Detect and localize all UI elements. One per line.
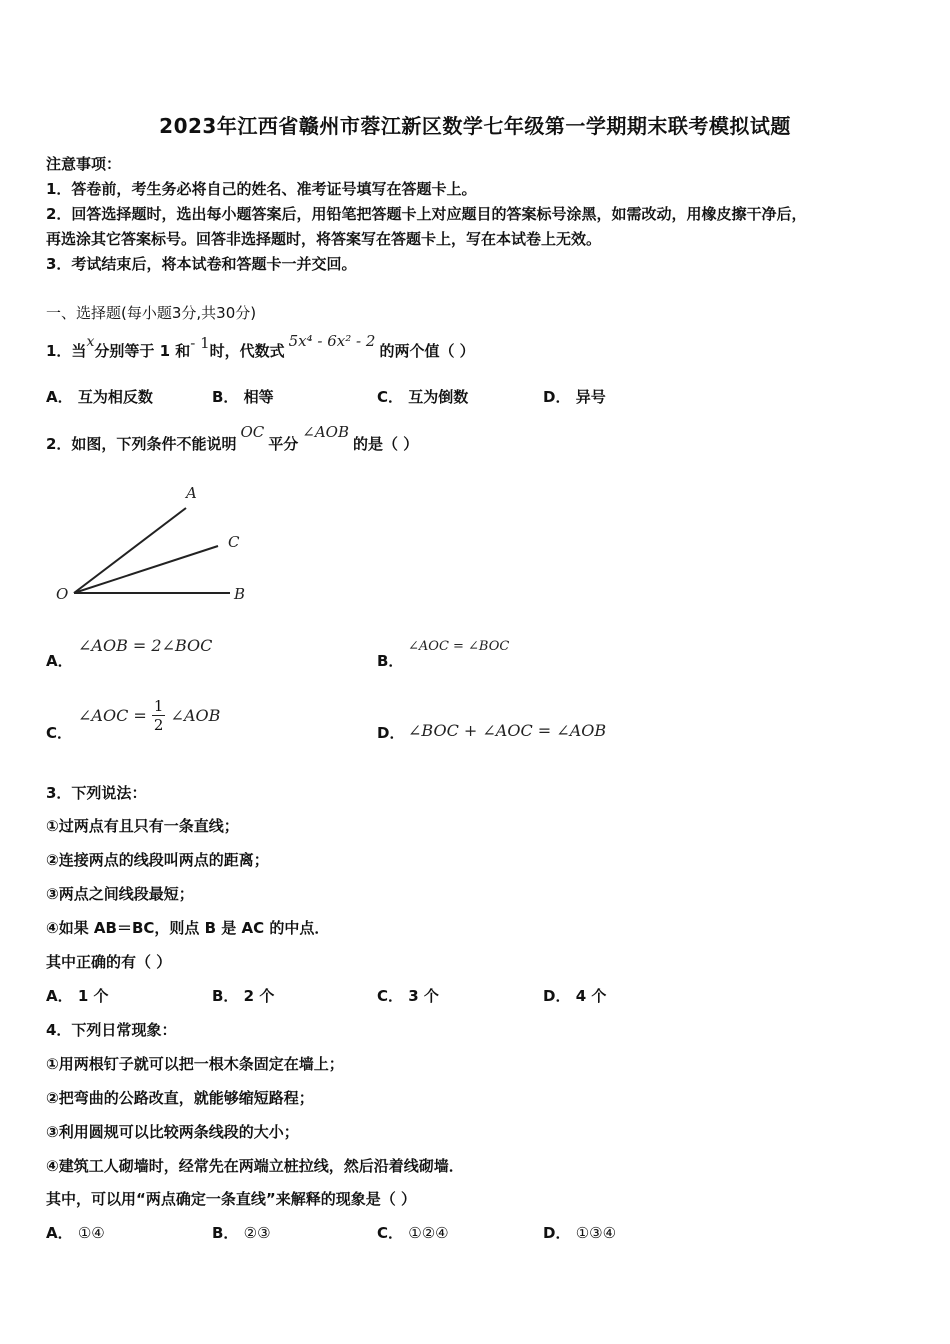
q2-prefix: 2．如图，下列条件不能说明	[46, 435, 237, 453]
q4-stem: 4．下列日常现象：	[46, 1021, 177, 1039]
q3-option-d[interactable]: D． 4 个	[543, 987, 607, 1005]
q1-option-a[interactable]: A． 互为相反数	[46, 388, 153, 406]
q4-item: ②把弯曲的公路改直，就能够缩短路程；	[46, 1089, 314, 1107]
q2-option-c-letter[interactable]: C．	[46, 724, 73, 742]
q2-option-c-rhs: ∠AOB	[170, 706, 221, 725]
q3-item: ①过两点有且只有一条直线；	[46, 817, 239, 835]
q4-option-a[interactable]: A． ①④	[46, 1224, 105, 1242]
q3-option-b[interactable]: B． 2 个	[212, 987, 275, 1005]
notice-item: 3．考试结束后，将本试卷和答题卡一并交回。	[46, 255, 357, 273]
q4-option-c[interactable]: C． ①②④	[377, 1224, 449, 1242]
q3-item: ②连接两点的线段叫两点的距离；	[46, 851, 269, 869]
q3-item: ④如果 AB＝BC，则点 B 是 AC 的中点．	[46, 919, 330, 937]
notice-item: 1．答卷前，考生务必将自己的姓名、准考证号填写在答题卡上。	[46, 180, 477, 198]
q3-stem: 3．下列说法：	[46, 784, 147, 802]
notice-item: 2．回答选择题时，选出每小题答案后，用铅笔把答题卡上对应题目的答案标号涂黑，如需改动，用橡皮擦干净后，	[46, 205, 807, 223]
q2-option-d[interactable]: ∠BOC + ∠AOC = ∠AOB	[408, 721, 607, 740]
q2-option-a-letter[interactable]: A．	[46, 652, 73, 670]
q1-suffix: 的两个值（ ）	[379, 342, 475, 360]
q1-option-c[interactable]: C． 互为倒数	[377, 388, 469, 406]
q2-option-d-letter[interactable]: D．	[377, 724, 405, 742]
q1-var-x: x	[86, 334, 95, 350]
q3-option-c[interactable]: C． 3 个	[377, 987, 439, 1005]
section-heading: 一、选择题(每小题3分,共30分)	[46, 304, 257, 322]
q4-item: ①用两根钉子就可以把一根木条固定在墙上；	[46, 1055, 344, 1073]
notice-item: 再选涂其它答案标号。回答非选择题时，将答案写在答题卡上，写在本试卷上无效。	[46, 230, 602, 248]
q2-suffix: 的是（ ）	[352, 435, 419, 453]
ray-oc	[74, 546, 218, 593]
q1-prefix: 1．当	[46, 342, 87, 360]
q3-item: ③两点之间线段最短；	[46, 885, 194, 903]
q1-mid1: 分别等于 1 和	[94, 342, 191, 360]
notice-heading: 注意事项：	[46, 155, 122, 173]
page-title: 2023年江西省赣州市蓉江新区数学七年级第一学期期末联考模拟试题	[159, 114, 791, 138]
fraction-one-half: $\frac{1}{2}$	[153, 697, 164, 734]
q2-option-b[interactable]: ∠AOC = ∠BOC	[408, 639, 510, 654]
q1-mid2: 时，代数式	[209, 342, 285, 360]
q2-option-b-letter[interactable]: B．	[377, 652, 404, 670]
q2-oc: OC	[240, 423, 265, 441]
label-c: C	[228, 533, 240, 551]
q2-angle: ∠AOB	[302, 423, 349, 441]
q2-stem	[46, 423, 419, 454]
angle-figure	[50, 480, 270, 610]
q1-stem	[46, 332, 475, 361]
q2-option-c[interactable]	[78, 697, 220, 734]
label-o: O	[56, 585, 69, 603]
ray-oa	[74, 508, 186, 593]
q3-question: 其中正确的有（ ）	[46, 953, 172, 971]
q4-option-b[interactable]: B． ②③	[212, 1224, 271, 1242]
q1-neg-one: - 1	[190, 334, 210, 352]
q2-mid: 平分	[268, 435, 299, 453]
q2-option-c-lhs: ∠AOC =	[78, 706, 147, 725]
q3-option-a[interactable]: A． 1 个	[46, 987, 109, 1005]
label-a: A	[186, 484, 197, 502]
q4-option-d[interactable]: D． ①③④	[543, 1224, 617, 1242]
q1-option-d[interactable]: D． 异号	[543, 388, 606, 406]
label-b: B	[234, 585, 246, 603]
q4-item: ③利用圆规可以比较两条线段的大小；	[46, 1123, 299, 1141]
q2-option-a[interactable]: ∠AOB = 2∠BOC	[78, 636, 213, 655]
q4-question: 其中，可以用“两点确定一条直线”来解释的现象是（ ）	[46, 1190, 416, 1208]
q4-item: ④建筑工人砌墙时，经常先在两端立桩拉线，然后沿着线砌墙．	[46, 1157, 464, 1175]
q1-option-b[interactable]: B． 相等	[212, 388, 274, 406]
q1-expression: 5x⁴ - 6x² - 2	[288, 332, 376, 350]
